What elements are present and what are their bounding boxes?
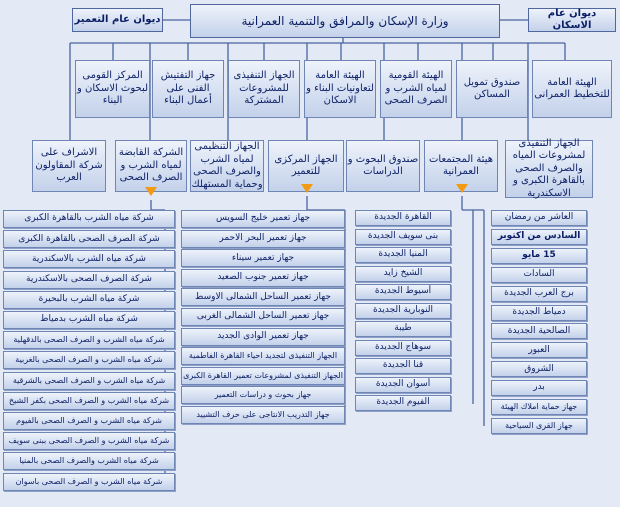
level2-box-5[interactable]: الهيئة القومية لمياه الشرب و الصرف الصحى [380,60,452,118]
expand-marker-communities[interactable] [456,184,468,193]
reconstruction-body-item[interactable]: جهاز تعمير خليج السويس [181,210,345,228]
new-city-item[interactable]: بنى سويف الجديدة [355,229,451,245]
new-city-item[interactable]: المنيا الجديدة [355,247,451,263]
ministry-box[interactable]: وزارة الإسكان والمرافق والتنمية العمرانية [190,4,500,38]
reconstruction-body-item[interactable]: جهاز تعمير سيناء [181,249,345,267]
new-city-item[interactable]: قنا الجديدة [355,358,451,374]
new-city-item[interactable]: دمياط الجديدة [491,305,587,321]
level3-box-2[interactable]: الشركة القابضة لمياه الشرب و الصرف الصحى [115,140,187,192]
new-city-item[interactable]: الصالحية الجديدة [491,323,587,339]
new-city-item[interactable]: سوهاج الجديدة [355,340,451,356]
water-company-item[interactable]: شركة مياه الشرب بالقاهرة الكبرى [3,210,175,228]
level3-box-7[interactable]: الجهاز التنفيذى لمشروعات المياه والصرف الصحى بالقاهرة الكبرى و الاسكندرية [505,140,593,198]
water-company-item[interactable]: شركة الصرف الصحى بالقاهرة الكبرى [3,230,175,248]
reconstruction-office-box[interactable]: ديوان عام التعمير [72,8,163,32]
new-city-item[interactable]: الفيوم الجديدة [355,395,451,411]
level3-box-3[interactable]: الجهاز التنظيمى لمياه الشرب والصرف الصحى وحماية المستهلك [190,140,264,192]
new-city-item[interactable]: العاشر من رمضان [491,210,587,226]
level3-box-4[interactable]: الجهاز المركزى للتعمير [268,140,344,192]
level2-box-4[interactable]: الهيئة العامة لتعاونيات البناء و الاسكان [304,60,376,118]
new-city-item[interactable]: 15 مايو [491,248,587,264]
new-city-item[interactable]: جهاز القرى السياحية [491,418,587,434]
new-city-item[interactable]: النوبارية الجديدة [355,303,451,319]
reconstruction-body-item[interactable]: الجهاز التنفيذى لتجديد احياء القاهرة الفاطمية [181,347,345,365]
new-city-item[interactable]: بدر [491,380,587,396]
reconstruction-body-item[interactable]: الجهاز التنفيذى لمشروعات تعمير القاهرة الكبرى [181,367,345,385]
housing-office-box[interactable]: ديوان عام الاسكان [528,8,616,32]
water-company-item[interactable]: شركة مياه الشرب بدمياط [3,311,175,329]
water-company-item[interactable]: شركة مياه الشرب و الصرف الصحى باسوان [3,473,175,491]
new-city-item[interactable]: القاهرة الجديدة [355,210,451,226]
level2-box-7[interactable]: الهيئة العامة للتخطيط العمرانى [532,60,612,118]
level2-box-2[interactable]: جهاز التفتيش الفنى على أعمال البناء [152,60,224,118]
new-city-item[interactable]: السادات [491,267,587,283]
new-city-item[interactable]: برج العرب الجديدة [491,286,587,302]
new-city-item[interactable]: أسوان الجديدة [355,377,451,393]
water-company-item[interactable]: شركة مياه الشرب و الصرف الصحى بالغربية [3,351,175,369]
water-company-item[interactable]: شركة مياه الشرب و الصرف الصحى بالفيوم [3,412,175,430]
level3-box-6[interactable]: هيئة المجتمعات العمرانية [424,140,498,192]
water-company-item[interactable]: شركة مياه الشرب و الصرف الصحى بالشرقية [3,372,175,390]
water-company-item[interactable]: شركة مياه الشرب والصرف الصحى بالمنيا [3,452,175,470]
new-city-item[interactable]: أسيوط الجديدة [355,284,451,300]
new-city-item[interactable]: العبور [491,342,587,358]
reconstruction-body-item[interactable]: جهاز تعمير الساحل الشمالى الاوسط [181,288,345,306]
level3-box-5[interactable]: صندوق البحوث و الدراسات [346,140,420,192]
level2-box-1[interactable]: المركز القومى لبحوث الاسكان و البناء [75,60,150,118]
water-company-item[interactable]: شركة مياه الشرب و الصرف الصحى ببنى سويف [3,432,175,450]
water-company-item[interactable]: شركة الصرف الصحى بالاسكندرية [3,271,175,289]
expand-marker-reconstruction[interactable] [301,184,313,193]
expand-marker-holding-company[interactable] [145,187,157,196]
water-company-item[interactable]: شركة مياه الشرب و الصرف الصحى بكفر الشيخ [3,392,175,410]
reconstruction-body-item[interactable]: جهاز بحوث و دراسات التعمير [181,386,345,404]
level2-box-6[interactable]: صندوق تمويل المساكن [456,60,528,118]
level2-box-3[interactable]: الجهاز التنفيذى للمشروعات المشتركة [228,60,300,118]
water-company-item[interactable]: شركة مياه الشرب بالاسكندرية [3,250,175,268]
new-city-item[interactable]: الشروق [491,361,587,377]
reconstruction-body-item[interactable]: جهاز تعمير البحر الاحمر [181,230,345,248]
new-city-item[interactable]: الشيخ زايد [355,266,451,282]
reconstruction-body-item[interactable]: جهاز التدريب الانتاجى على حرف التشييد [181,406,345,424]
reconstruction-body-item[interactable]: جهاز تعمير الوادى الجديد [181,328,345,346]
level3-box-1[interactable]: الاشراف على شركة المقاولون العرب [32,140,106,192]
water-company-item[interactable]: شركة مياه الشرب و الصرف الصحى بالدقهلية [3,331,175,349]
water-company-item[interactable]: شركة مياه الشرب بالبحيرة [3,291,175,309]
new-city-item[interactable]: طيبة [355,321,451,337]
new-city-item[interactable]: السادس من اكتوبر [491,229,587,245]
reconstruction-body-item[interactable]: جهاز تعمير جنوب الصعيد [181,269,345,287]
new-city-item[interactable]: جهاز حماية املاك الهيئة [491,399,587,415]
reconstruction-body-item[interactable]: جهاز تعمير الساحل الشمالى الغربى [181,308,345,326]
